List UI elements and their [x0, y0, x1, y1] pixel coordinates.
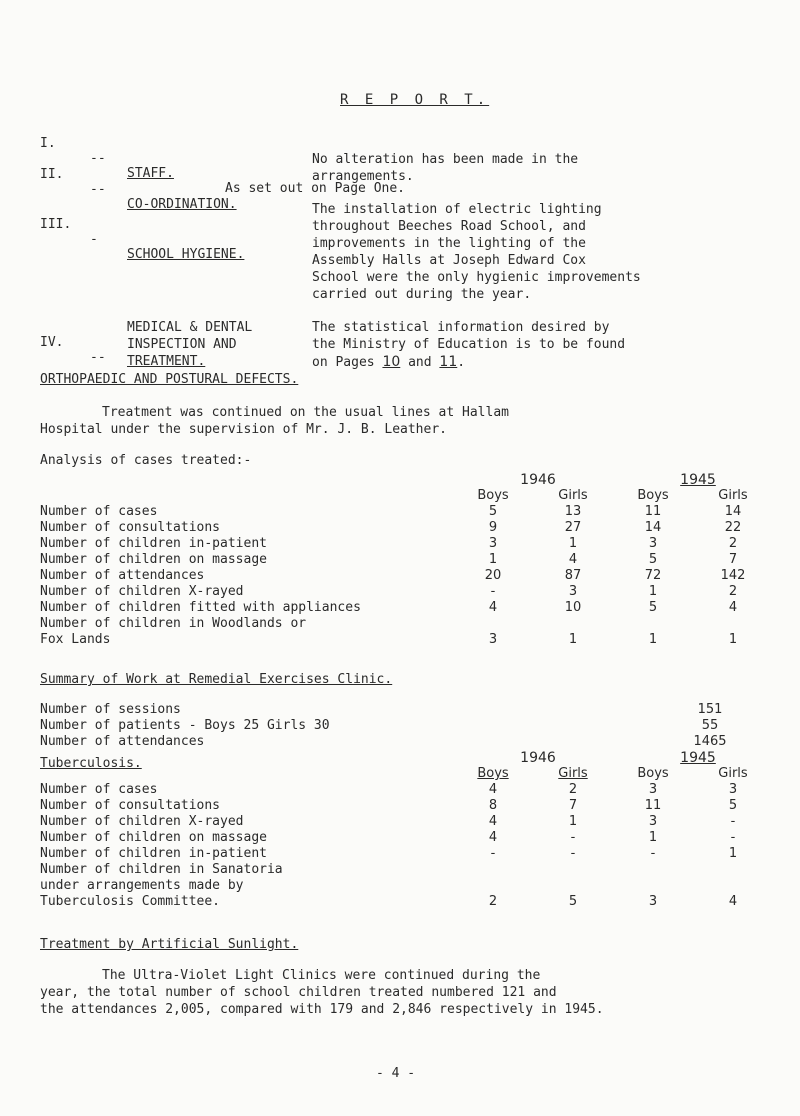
cell-value: 2 [728, 584, 738, 599]
cell-value: 7 [728, 552, 738, 567]
cell-value: - [650, 846, 656, 861]
cell-value: 11 [644, 798, 662, 813]
cell-value: 7 [568, 798, 578, 813]
table-row [40, 830, 778, 846]
cell-value [618, 862, 688, 878]
section-number: III. [40, 217, 72, 232]
cell-value [618, 878, 688, 894]
col-girls: Girls [718, 766, 748, 781]
cell-value: - [490, 846, 496, 861]
section-number: I. [40, 136, 56, 151]
cell-value: 27 [564, 520, 582, 535]
orthopaedic-intro-line: Treatment was continued on the usual lines at Hallam [102, 405, 509, 420]
cell-value: 72 [644, 568, 662, 583]
section-label: CO-ORDINATION. [127, 197, 237, 212]
cell-value: 4 [568, 552, 578, 567]
table-row [40, 782, 778, 798]
section-text-line: throughout Beeches Road School, and [312, 219, 586, 234]
orthopaedic-table [40, 472, 778, 648]
cell-value: 3 [648, 536, 658, 551]
cell-value: 87 [564, 568, 582, 583]
section-number: II. [40, 167, 64, 182]
section-text-line: School were the only hygienic improvements [312, 270, 641, 285]
year-1946: 1946 [520, 472, 556, 488]
section-text-line: The installation of electric lighting [312, 202, 602, 217]
cell-value [528, 616, 618, 632]
table-row [40, 702, 740, 718]
table-row [40, 600, 778, 616]
tuberculosis-table [40, 750, 778, 910]
table-row [40, 520, 778, 536]
col-boys: Boys [637, 488, 669, 503]
cell-value: 3 [488, 632, 498, 647]
pages-end: . [457, 355, 466, 370]
row-label: Number of children on massage [40, 830, 267, 845]
cell-value: 142 [720, 568, 746, 583]
remedial-heading: Summary of Work at Remedial Exercises Clinic. [40, 672, 393, 687]
row-label: Number of children X-rayed [40, 584, 244, 599]
section-dash: - [90, 232, 98, 247]
cell-value: 4 [488, 830, 498, 845]
cell-value: - [570, 846, 576, 861]
cell-value: 9 [488, 520, 498, 535]
section-text-line: No alteration has been made in the [312, 152, 579, 167]
pages-reference [312, 354, 465, 370]
year-1945: 1945 [680, 750, 716, 766]
row-label: Number of consultations [40, 520, 221, 535]
col-girls: Girls [558, 488, 588, 503]
section-label-line: INSPECTION AND [127, 337, 237, 352]
cell-value: 10 [564, 600, 582, 615]
table-row [40, 632, 778, 648]
cell-value: 4 [728, 600, 738, 615]
section-text-line: arrangements. [312, 169, 414, 184]
cell-value [528, 862, 618, 878]
row-label: Number of attendances [40, 734, 205, 749]
orthopaedic-intro-line: Hospital under the supervision of Mr. J. B. Leather. [40, 422, 447, 437]
pages-prefix: on Pages [312, 355, 375, 370]
cell-value: 5 [488, 504, 498, 519]
cell-value: 1 [568, 632, 578, 647]
section-dash: -- [90, 182, 106, 197]
cell-value: 3 [728, 782, 738, 797]
row-label: Number of children in-patient [40, 536, 267, 551]
cell-value: 4 [728, 894, 738, 909]
section-dash: -- [90, 151, 106, 166]
row-label: Number of consultations [40, 798, 221, 813]
cell-value: 14 [644, 520, 662, 535]
cell-value: 1 [568, 536, 578, 551]
cell-value: 2 [488, 894, 498, 909]
cell-value: 4 [488, 600, 498, 615]
cell-value: 11 [644, 504, 662, 519]
table-header-row [40, 488, 778, 504]
cell-value: 2 [728, 536, 738, 551]
page-number: - 4 - [376, 1066, 416, 1081]
row-label: under arrangements made by [40, 878, 244, 893]
cell-value: 1 [648, 830, 658, 845]
col-girls: Girls [558, 766, 588, 781]
pages-and: and [408, 355, 432, 370]
year-1945: 1945 [680, 472, 716, 488]
row-label: Number of children X-rayed [40, 814, 244, 829]
cell-value: 151 [697, 702, 723, 717]
row-label: Number of patients - Boys 25 Girls 30 [40, 718, 330, 733]
section-text-line: improvements in the lighting of the [312, 236, 586, 251]
cell-value [688, 616, 778, 632]
tuberculosis-heading: Tuberculosis. [40, 756, 142, 771]
cell-value: 13 [564, 504, 582, 519]
table-row [40, 814, 778, 830]
section-number: IV. [40, 335, 64, 350]
row-label: Tuberculosis Committee. [40, 894, 221, 909]
table-row [40, 798, 778, 814]
table-row [40, 734, 740, 750]
row-label: Number of children in Woodlands or [40, 616, 307, 631]
cell-value: 1 [648, 632, 658, 647]
col-boys: Boys [477, 488, 509, 503]
cell-value: 3 [648, 782, 658, 797]
cell-value: - [730, 814, 736, 829]
col-girls: Girls [718, 488, 748, 503]
cell-value: 1 [648, 584, 658, 599]
cell-value [458, 878, 528, 894]
section-dash: -- [90, 350, 106, 365]
cell-value: 5 [568, 894, 578, 909]
cell-value: 3 [568, 584, 578, 599]
row-label: Number of children on massage [40, 552, 267, 567]
cell-value: 14 [724, 504, 742, 519]
section-label-line: TREATMENT. [127, 354, 206, 369]
table-year-row [40, 750, 778, 766]
cell-value: 5 [648, 552, 658, 567]
cell-value: 1 [488, 552, 498, 567]
cell-value: 1 [568, 814, 578, 829]
cell-value: 1 [728, 632, 738, 647]
cell-value [688, 862, 778, 878]
row-label: Number of cases [40, 782, 158, 797]
sunlight-heading: Treatment by Artificial Sunlight. [40, 937, 299, 952]
cell-value: 5 [728, 798, 738, 813]
section-label: SCHOOL HYGIENE. [127, 247, 245, 262]
table-row [40, 846, 778, 862]
row-label: Number of attendances [40, 568, 205, 583]
cell-value: 1 [728, 846, 738, 861]
row-label: Number of sessions [40, 702, 181, 717]
cell-value: 8 [488, 798, 498, 813]
cell-value: 1465 [693, 734, 727, 749]
cell-value: 22 [724, 520, 742, 535]
table-row [40, 718, 740, 734]
col-boys: Boys [477, 766, 509, 781]
year-1946: 1946 [520, 750, 556, 766]
row-label: Fox Lands [40, 632, 111, 647]
cell-value: 2 [568, 782, 578, 797]
cell-value: 20 [484, 568, 502, 583]
cell-value: 4 [488, 782, 498, 797]
cell-value [618, 616, 688, 632]
cell-value: 5 [648, 600, 658, 615]
section-text-line: Assembly Halls at Joseph Edward Cox [312, 253, 586, 268]
page-a: 10 [382, 354, 401, 370]
cell-value [458, 616, 528, 632]
cell-value [688, 878, 778, 894]
page-title: R E P O R T. [340, 92, 490, 108]
table-row [40, 616, 778, 632]
table-row [40, 894, 778, 910]
cell-value: - [490, 584, 496, 599]
cell-value: 3 [648, 894, 658, 909]
sunlight-text-line: year, the total number of school children treated numbered 121 and [40, 985, 557, 1000]
table-row [40, 878, 778, 894]
section-text-line: carried out during the year. [312, 287, 532, 302]
row-label: Number of children fitted with appliances [40, 600, 361, 615]
cell-value: 4 [488, 814, 498, 829]
row-label: Number of cases [40, 504, 158, 519]
table-row [40, 568, 778, 584]
sunlight-text-line: The Ultra-Violet Light Clinics were continued during the [102, 968, 541, 983]
section-label: STAFF. [127, 166, 174, 181]
section-text-line: the Ministry of Education is to be found [312, 337, 626, 352]
cell-value: - [730, 830, 736, 845]
table-row [40, 536, 778, 552]
cell-value [528, 878, 618, 894]
section-label-line: MEDICAL & DENTAL [127, 320, 253, 335]
cell-value: - [570, 830, 576, 845]
sunlight-text-line: the attendances 2,005, compared with 179 and 2,846 respectively in 1945. [40, 1002, 604, 1017]
analysis-caption: Analysis of cases treated:- [40, 453, 252, 468]
table-row [40, 504, 778, 520]
section-text-line: The statistical information desired by [312, 320, 610, 335]
cell-value: 3 [488, 536, 498, 551]
table-year-row [40, 472, 778, 488]
table-header-row [40, 766, 778, 782]
remedial-table [40, 702, 740, 750]
row-label: Number of children in-patient [40, 846, 267, 861]
section-text: As set out on Page One. [225, 181, 406, 196]
page-b: 11 [439, 354, 458, 370]
cell-value: 3 [648, 814, 658, 829]
col-boys: Boys [637, 766, 669, 781]
orthopaedic-heading: ORTHOPAEDIC AND POSTURAL DEFECTS. [40, 372, 299, 387]
table-row [40, 584, 778, 600]
table-row [40, 552, 778, 568]
row-label: Number of children in Sanatoria [40, 862, 283, 877]
cell-value: 55 [701, 718, 719, 733]
cell-value [458, 862, 528, 878]
table-row [40, 862, 778, 878]
